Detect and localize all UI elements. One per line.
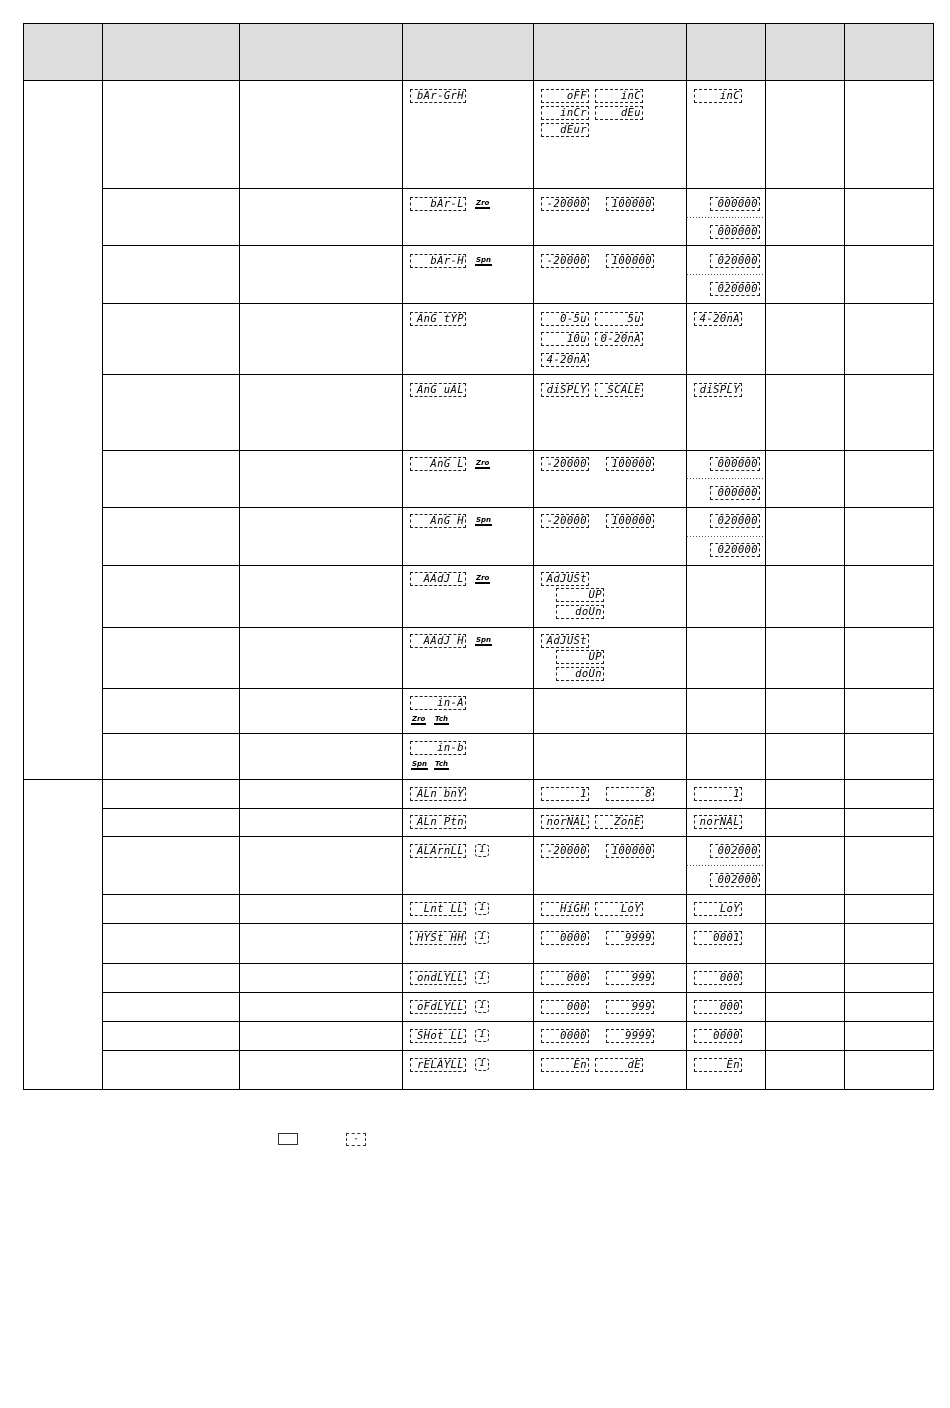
option-display: 0000 <box>541 931 589 945</box>
default-display: 4-20nA <box>694 312 742 326</box>
alarm-number-icon: 1 <box>475 1058 489 1071</box>
option-display: 000 <box>541 971 589 985</box>
option-display: AdJUSt <box>541 634 589 648</box>
default-display: 000000 <box>710 197 760 211</box>
param-display: in-b <box>410 741 466 755</box>
default-display: 002000 <box>710 844 760 858</box>
option-display: En <box>541 1058 589 1072</box>
parameter-table <box>23 23 934 1090</box>
alarm-number-icon: 1 <box>475 931 489 944</box>
option-display: dEur <box>541 123 589 137</box>
option-display: 100000 <box>606 844 654 858</box>
param-display: AnG H <box>410 514 466 528</box>
param-display: AnG tYP <box>410 312 466 326</box>
option-display: inCr <box>541 106 589 120</box>
default-display: 1 <box>694 787 742 801</box>
option-display: doUn <box>556 605 604 619</box>
option-display: LoY <box>595 902 643 916</box>
option-display: -20000 <box>541 197 589 211</box>
option-display: 0000 <box>541 1029 589 1043</box>
default-display: 000000 <box>710 225 760 239</box>
option-display: 5u <box>595 312 643 326</box>
alarm-number-icon: 1 <box>475 1029 489 1042</box>
param-display: ALn Ptn <box>410 815 466 829</box>
param-display: AAdJ L <box>410 572 466 586</box>
param-display: AnG uAL <box>410 383 466 397</box>
zero-key-icon: Zro <box>476 199 490 207</box>
option-display: 4-20nA <box>541 353 589 367</box>
table-grid <box>23 23 934 1090</box>
segment-box-legend-icon: - <box>346 1133 366 1146</box>
option-display: -20000 <box>541 254 589 268</box>
param-display: SHot LL <box>410 1029 466 1043</box>
span-key-icon: Spn <box>476 636 492 644</box>
solid-box-legend-icon <box>278 1133 298 1145</box>
default-display: En <box>694 1058 742 1072</box>
option-display: HiGH <box>541 902 589 916</box>
option-display: 100000 <box>606 254 654 268</box>
param-display: Lnt LL <box>410 902 466 916</box>
option-display: oFF <box>541 89 589 103</box>
param-display: bAr-GrH <box>410 89 466 103</box>
option-display: 999 <box>606 1000 654 1014</box>
option-display: dEu <box>595 106 643 120</box>
default-display: 000 <box>694 1000 742 1014</box>
default-display: LoY <box>694 902 742 916</box>
header-row-fill <box>23 23 934 80</box>
alarm-number-icon: 1 <box>475 844 489 857</box>
param-display: HYSt HH <box>410 931 466 945</box>
default-display: 000000 <box>710 486 760 500</box>
option-display: UP <box>556 588 604 602</box>
option-display: 999 <box>606 971 654 985</box>
alarm-number-icon: 1 <box>475 902 489 915</box>
param-display: AAdJ H <box>410 634 466 648</box>
default-display: 002000 <box>710 873 760 887</box>
option-display: 100000 <box>606 514 654 528</box>
default-display: 000000 <box>710 457 760 471</box>
default-display: inC <box>694 89 742 103</box>
option-display: diSPLY <box>541 383 589 397</box>
option-display: -20000 <box>541 514 589 528</box>
default-display: 020000 <box>710 543 760 557</box>
option-display: SCALE <box>595 383 643 397</box>
option-display: 100000 <box>606 197 654 211</box>
default-display: 020000 <box>710 514 760 528</box>
option-display: 9999 <box>606 1029 654 1043</box>
alarm-number-icon: 1 <box>475 971 489 984</box>
option-display: 8 <box>606 787 654 801</box>
option-display: 10u <box>541 332 589 346</box>
option-display: 0-5u <box>541 312 589 326</box>
zero-key-icon: Zro <box>476 574 490 582</box>
alarm-number-icon: 1 <box>475 1000 489 1013</box>
param-display: in-A <box>410 696 466 710</box>
zero-key-icon: Zro <box>476 459 490 467</box>
option-display: -20000 <box>541 844 589 858</box>
option-display: ZonE <box>595 815 643 829</box>
default-display: 0000 <box>694 1029 742 1043</box>
option-display: AdJUSt <box>541 572 589 586</box>
default-display: norNAL <box>694 815 742 829</box>
teach-key-icon: Tch <box>435 760 449 768</box>
teach-key-icon: Tch <box>435 715 449 723</box>
default-display: 020000 <box>710 282 760 296</box>
default-display: 020000 <box>710 254 760 268</box>
default-display: 0001 <box>694 931 742 945</box>
default-display: diSPLY <box>694 383 742 397</box>
option-display: 100000 <box>606 457 654 471</box>
param-display: ALn bnY <box>410 787 466 801</box>
param-display: oFdLYLL <box>410 1000 466 1014</box>
option-display: -20000 <box>541 457 589 471</box>
span-key-icon: Spn <box>476 256 492 264</box>
option-display: 9999 <box>606 931 654 945</box>
option-display: 1 <box>541 787 589 801</box>
option-display: doUn <box>556 667 604 681</box>
param-display: ondLYLL <box>410 971 466 985</box>
span-key-icon: Spn <box>412 760 428 768</box>
zero-key-icon: Zro <box>412 715 426 723</box>
param-display: ALArnLL <box>410 844 466 858</box>
option-display: norNAL <box>541 815 589 829</box>
span-key-icon: Spn <box>476 516 492 524</box>
param-display: bAr-H <box>410 254 466 268</box>
option-display: 000 <box>541 1000 589 1014</box>
option-display: inC <box>595 89 643 103</box>
option-display: dE <box>595 1058 643 1072</box>
default-display: 000 <box>694 971 742 985</box>
option-display: 0-20nA <box>595 332 643 346</box>
option-display: UP <box>556 650 604 664</box>
param-display: rELAYLL <box>410 1058 466 1072</box>
param-display: bAr-L <box>410 197 466 211</box>
param-display: AnG L <box>410 457 466 471</box>
